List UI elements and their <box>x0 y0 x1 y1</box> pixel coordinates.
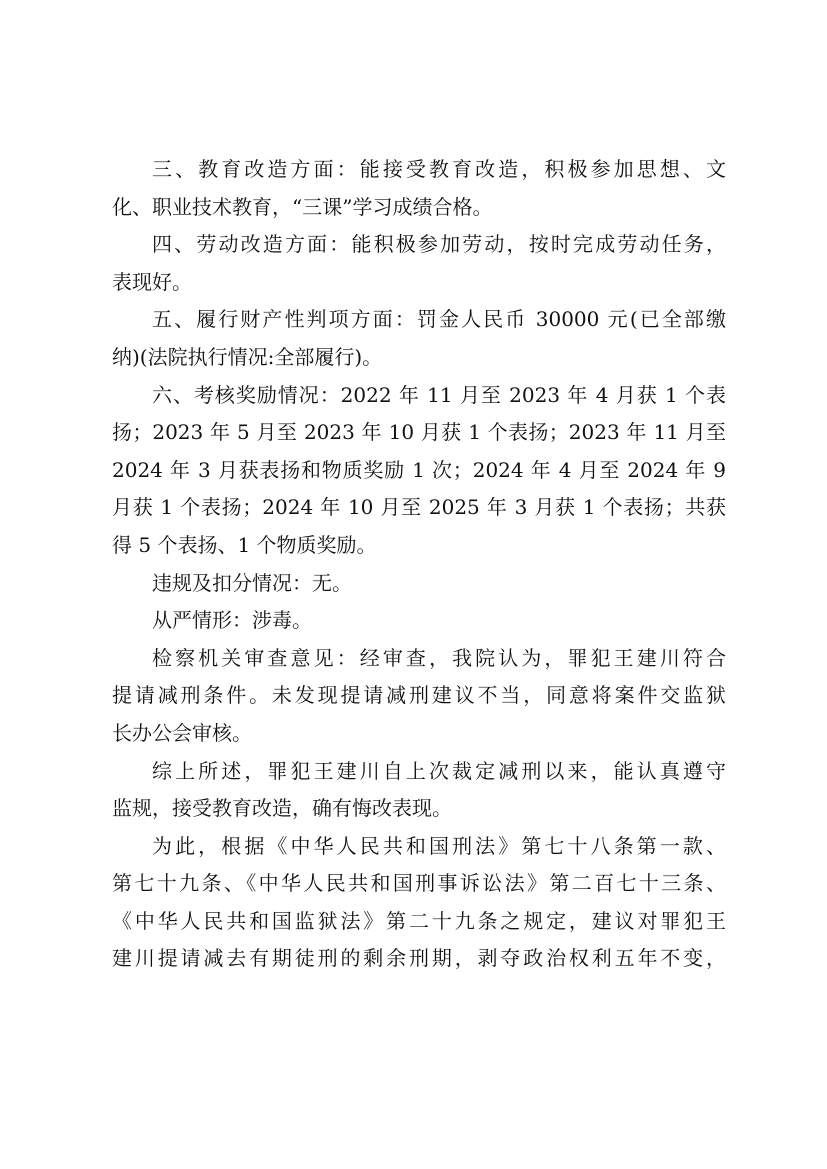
paragraph-property-line-1: 五、履行财产性判项方面：罚金人民币 30000 元(已全部缴 <box>152 307 726 332</box>
document-body <box>112 151 726 978</box>
paragraph-summary-line-2: 监规，接受教育改造，确有悔改表现。 <box>112 796 452 821</box>
paragraph-property-line-2: 纳)(法院执行情况:全部履行)。 <box>112 344 383 369</box>
paragraph-violations: 违规及扣分情况：无。 <box>152 570 352 595</box>
paragraph-summary-line-1: 综上所述，罪犯王建川自上次裁定减刑以来，能认真遵守 <box>152 758 726 783</box>
paragraph-basis-line-4: 建川提请减去有期徒刑的剩余刑期，剥夺政治权利五年不变， <box>112 946 726 971</box>
paragraph-rewards-line-3: 2024 年 3 月获表扬和物质奖励 1 次；2024 年 4 月至 2024 年 9 <box>112 457 726 482</box>
paragraph-procuratorate-line-3: 长办公会审核。 <box>112 720 252 745</box>
paragraph-procuratorate-line-1: 检察机关审查意见：经审查，我院认为，罪犯王建川符合 <box>152 645 726 670</box>
paragraph-rewards-line-1: 六、考核奖励情况：2022 年 11 月至 2023 年 4 月获 1 个表 <box>152 382 726 407</box>
paragraph-basis-line-1: 为此，根据《中华人民共和国刑法》第七十八条第一款、 <box>152 833 726 858</box>
paragraph-labor-line-1: 四、劳动改造方面：能积极参加劳动，按时完成劳动任务， <box>152 232 726 257</box>
paragraph-basis-line-2: 第七十九条、《中华人民共和国刑事诉讼法》第二百七十三条、 <box>112 871 726 896</box>
paragraph-basis-line-3: 《中华人民共和国监狱法》第二十九条之规定，建议对罪犯王 <box>112 908 726 933</box>
paragraph-rewards-line-5: 得 5 个表扬、1 个物质奖励。 <box>112 532 377 557</box>
paragraph-labor-line-2: 表现好。 <box>112 269 192 294</box>
paragraph-rewards-line-2: 扬；2023 年 5 月至 2023 年 10 月获 1 个表扬；2023 年 11 月至 <box>112 420 726 445</box>
paragraph-education-line-2: 化、职业技术教育，“三课”学习成绩合格。 <box>112 194 493 219</box>
paragraph-procuratorate-line-2: 提请减刑条件。未发现提请减刑建议不当，同意将案件交监狱 <box>112 683 726 708</box>
paragraph-education-line-1: 三、教育改造方面：能接受教育改造，积极参加思想、文 <box>152 157 726 181</box>
paragraph-rewards-line-4: 月获 1 个表扬；2024 年 10 月至 2025 年 3 月获 1 个表扬；共获 <box>112 495 726 520</box>
paragraph-strict-circumstances: 从严情形：涉毒。 <box>152 608 312 633</box>
